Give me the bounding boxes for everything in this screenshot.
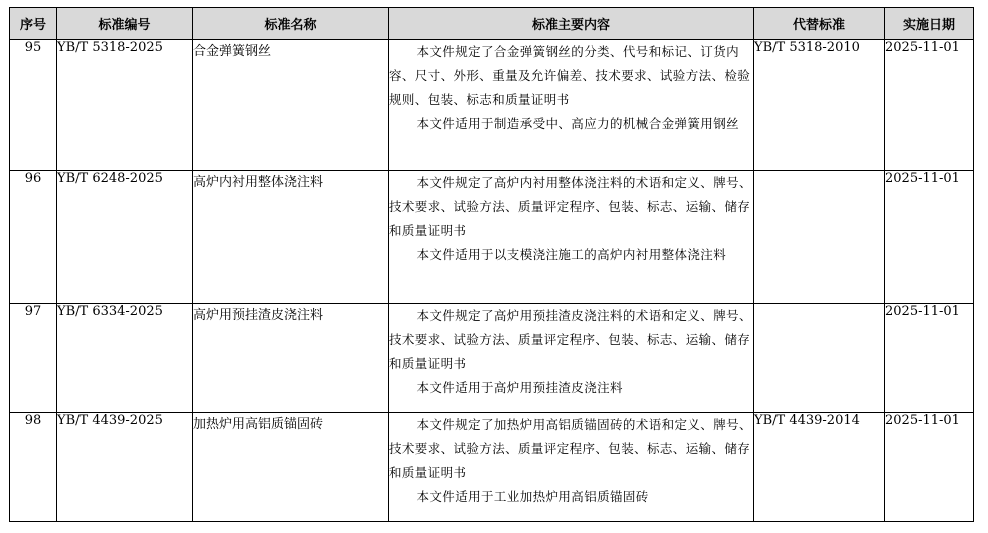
row-replaced: YB/T 4439-2014 [754,413,885,522]
content-scope: 本文件规定了合金弹簧钢丝的分类、代号和标记、订货内容、尺寸、外形、重量及允许偏差、技术要求、试验方法、检验规则、包装、标志和质量证明书 [389,44,751,107]
standards-table-page [9,7,974,522]
header-content: 标准主要内容 [389,8,754,40]
header-replaced: 代替标准 [754,8,885,40]
table-row [10,171,974,304]
content-applicability: 本文件适用于工业加热炉用高铝质锚固砖 [416,489,649,504]
row-name: 合金弹簧钢丝 [193,40,389,171]
header-name: 标准名称 [193,8,389,40]
row-content [389,413,754,522]
row-content [389,40,754,171]
row-replaced: YB/T 5318-2010 [754,40,885,171]
row-date: 2025-11-01 [885,171,974,304]
row-replaced [754,304,885,413]
row-name: 高炉内衬用整体浇注料 [193,171,389,304]
row-date: 2025-11-01 [885,413,974,522]
row-name: 加热炉用高铝质锚固砖 [193,413,389,522]
row-content [389,304,754,413]
table-row [10,40,974,171]
header-code: 标准编号 [57,8,193,40]
content-applicability: 本文件适用于以支模浇注施工的高炉内衬用整体浇注料 [416,247,727,262]
content-scope: 本文件规定了高炉内衬用整体浇注料的术语和定义、牌号、技术要求、试验方法、质量评定程序、包装、标志、运输、储存和质量证明书 [389,175,752,238]
row-name: 高炉用预挂渣皮浇注料 [193,304,389,413]
row-seq: 96 [10,171,57,304]
row-seq: 98 [10,413,57,522]
table-row [10,413,974,522]
row-seq: 95 [10,40,57,171]
header-date: 实施日期 [885,8,974,40]
row-code: YB/T 5318-2025 [57,40,193,171]
row-seq: 97 [10,304,57,413]
content-applicability: 本文件适用于制造承受中、高应力的机械合金弹簧用钢丝 [416,116,740,131]
standards-table [9,7,974,522]
row-replaced [754,171,885,304]
content-applicability: 本文件适用于高炉用预挂渣皮浇注料 [416,380,623,395]
content-scope: 本文件规定了加热炉用高铝质锚固砖的术语和定义、牌号、技术要求、试验方法、质量评定程序、包装、标志、运输、储存和质量证明书 [389,417,752,480]
content-scope: 本文件规定了高炉用预挂渣皮浇注料的术语和定义、牌号、技术要求、试验方法、质量评定程序、包装、标志、运输、储存和质量证明书 [389,308,752,371]
header-seq: 序号 [10,8,57,40]
row-date: 2025-11-01 [885,304,974,413]
row-code: YB/T 4439-2025 [57,413,193,522]
row-content [389,171,754,304]
row-date: 2025-11-01 [885,40,974,171]
row-code: YB/T 6334-2025 [57,304,193,413]
row-code: YB/T 6248-2025 [57,171,193,304]
table-row [10,304,974,413]
table-header-row [10,8,974,40]
